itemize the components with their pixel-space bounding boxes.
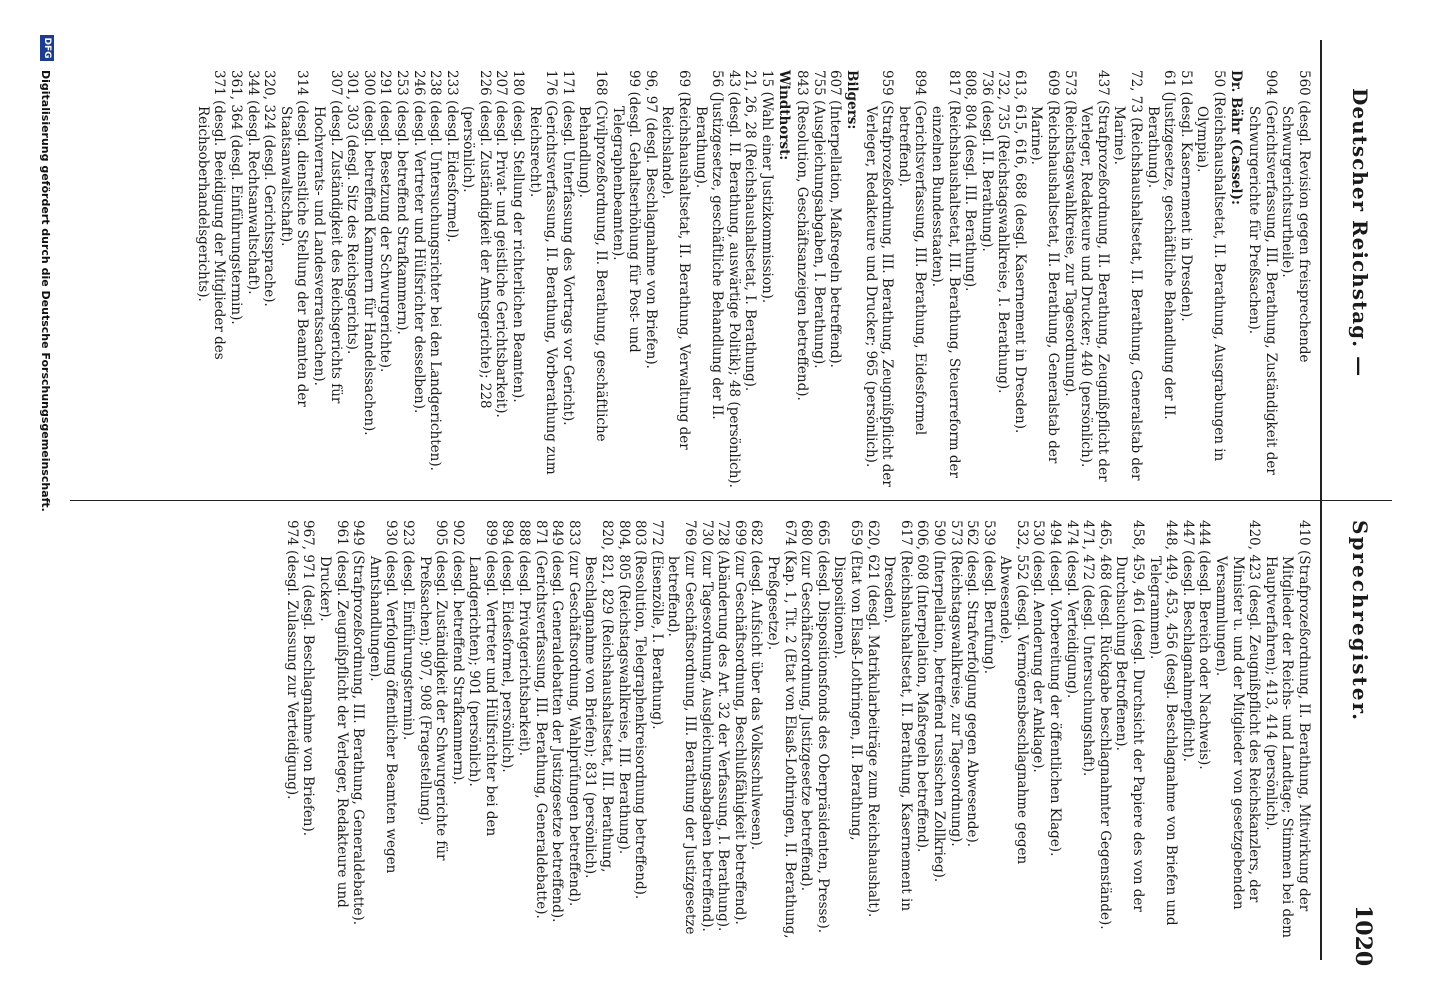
register-entry: 96, 97 (desgl. Beschlagnahme von Briefen). [642, 70, 659, 369]
register-entry: 804, 805 (Reichstagswahlkreise, III. Berathung). [615, 520, 632, 855]
register-entry: 902 (desgl. betreffend Strafkammern). [449, 520, 466, 785]
register-entry: 843 (Resolution, Geschäftsanzeigen betreffend). [794, 70, 811, 401]
register-entry: 168 (Civilprozeßordnung, II. Berathung, geschäftliche Behandlung). [576, 70, 610, 442]
register-entry: 371 (desgl. Beeidigung der Mitglieder des Reichsoberhandelsgerichts). [194, 70, 228, 360]
register-entry: 180 (desgl. Stellung der richterlichen Beamten). [510, 70, 527, 403]
register-entry: 171 (desgl. Unterfassung des Vortrags vor Gericht). [559, 70, 576, 426]
register-entry: 43 (desgl. II. Berathung, auswärtige Politik); 48 (persönlich). [725, 70, 742, 488]
register-entry: 905 (desgl. Zuständigkeit der Schwurgerichte für Preßsachen); 907, 908 (Fragestellung). [416, 520, 450, 861]
register-entry: 732, 735 (Reichstagswahlkreise, I. Berathung). [995, 70, 1012, 394]
register-entry: 674 (Kap. 1, Tit. 2 (Etat von Elsaß-Lothringen, II. Berathung, Preßgesetze). [765, 520, 798, 939]
register-entry: 606, 608 (Interpellation, Maßregeln betreffend). [914, 520, 931, 853]
register-entry: 458, 459, 461 (desgl. Durchsicht der Papiere des von der Durchsuchung Betroffenen). [1113, 520, 1147, 912]
register-entry: 803 (Resolution, Telegraphenkreisordnung betreffend). [632, 520, 649, 900]
register-entry: 930 (desgl. Verfolgung öffentlicher Beamten wegen Amtshandlungen). [366, 520, 400, 874]
dfg-logo: DFG [40, 35, 54, 61]
register-entry: 530 (desgl. Aenderung der Anklage). [1030, 520, 1047, 773]
register-entry: 99 (desgl. Gehaltserhöhung für Post- und Telegraphenbeamten). [609, 70, 643, 353]
register-entry: 923 (desgl. Einführungstermin). [399, 520, 416, 741]
register-entry: 871 (Gerichtsverfassung, III. Berathung, Generaldebatte). [532, 520, 549, 919]
register-entry: 21, 26, 28 (Reichshaushaltsetat, I. Berathung). [742, 70, 759, 392]
register-entry: 56 (Justizgesetze, geschäftliche Behandlung der II. Berathung). [692, 70, 726, 420]
register-entry: 246 (desgl. Vertreter und Hülfsrichter desselben). [410, 70, 427, 414]
right-column [283, 520, 1312, 940]
register-entry: 61 (Justizgesetze, geschäftliche Behandlung der II. Berathung). [1144, 70, 1178, 420]
register-entry: 410 (Strafprozeßordnung, II. Berathung, Mitwirkung der Mitglieder der Reichs- und Landtage; Stimmen bei dem Hauptverfahren); 413, 414 (persönlich). [1262, 520, 1312, 938]
register-entry: 617 (Reichshaushaltsetat, II. Berathung, Kasernement in Dresden). [881, 520, 914, 912]
register-entry: 15 (Wahl einer Justizkommission). [759, 70, 775, 304]
register-entry: 560 (desgl. Revision gegen freisprechende Schwurgerichtsurtheile). [1279, 70, 1312, 363]
register-entry: 833 (zur Geschäftsordnung, Wahlprüfungen betreffend). [565, 520, 582, 907]
register-entry: 967, 971 (desgl. Beschlagnahme von Briefen). [300, 520, 317, 837]
register-entry: 682 (desgl. Aufsicht über das Volksschulwesen). [748, 520, 765, 851]
register-entry: 894 (desgl. Eidesformel, persönlich). [499, 520, 516, 773]
register-entry: 620, 621 (desgl. Matrikularbeiträge zum Reichshaushalt). [864, 520, 881, 918]
register-entry: 539 (desgl. Berufung). [980, 520, 997, 675]
register-entry: 320, 324 (desgl. Gerichtssprache). [261, 70, 278, 307]
register-entry: 613, 615, 616, 688 (desgl. Kasernement in Dresden). [1011, 70, 1028, 434]
register-entry: 50 (Reichshaushaltsetat, II. Berathung, Ausgrabungen in Olympia). [1194, 70, 1228, 462]
page-number: 1020 [1350, 905, 1376, 967]
register-entry: 894 (Gerichtsverfassung, III. Berathung, Eidesformel betreffend). [895, 70, 929, 436]
register-entry: 562 (desgl. Strafverfolgung gegen Abwesende). [964, 520, 981, 848]
register-entry: 730 (zur Tagesordnung, Ausgleichungsabgaben betreffend). [698, 520, 715, 932]
register-entry: 573 (Reichstagswahlkreise, zur Tagesordnung). [947, 520, 964, 847]
register-entry: 755 (Ausgleichungsabgaben, I. Berathung). [810, 70, 827, 369]
register-entry: 904 (Gerichtsverfassung, III. Berathung, Zuständigkeit der Schwurgerichte für Preßsachen). [1246, 70, 1279, 475]
digitization-note: Digitalisierung gefördert durch die Deutsche Forschungsgemeinschaft. [39, 70, 52, 512]
column-divider [70, 500, 1392, 501]
register-entry: 665 (desgl. Dispositionsfonds des Oberpräsidenten, Presse). [814, 520, 831, 934]
register-entry: 447 (desgl. Beschlagnahmepflicht). [1179, 520, 1196, 762]
register-entry: 949 (Strafprozeßordnung, III. Berathung, Generaldebatte). [350, 520, 367, 926]
register-entry: 769 (zur Geschäftsordnung, III. Berathung der Justizgesetze betreffend). [665, 520, 699, 935]
register-entry: 808, 804 (desgl. III. Berathung). [962, 70, 979, 292]
register-entry: 238 (desgl. Untersuchungsrichter bei den Landgerichten). [427, 70, 444, 471]
speaker-heading: Dr. Bähr (Cassel): [1227, 70, 1244, 205]
register-entry: 51 (desgl. Kasernement in Dresden). [1177, 70, 1194, 322]
register-entry: 899 (desgl. Vertreter und Hülfsrichter bei den Landgerichten); 901 (persönlich). [466, 520, 499, 837]
speaker-heading: Windthorst: [775, 70, 792, 161]
register-entry: 474 (desgl. Verteidigung). [1063, 520, 1080, 699]
register-entry: 307 (desgl. Zuständigkeit des Reichsgerichts für Hochverrats- und Landesverratssachen). [310, 70, 344, 404]
register-entry: 849 (desgl. Generaldebatten der Justizgesetze betreffend). [549, 520, 566, 923]
register-entry: 607 (Interpellation, Maßregeln betreffend). [827, 70, 844, 368]
register-entry: 72, 73 (Reichshaushaltsetat, II. Berathung, Generalstab der Marine). [1111, 70, 1145, 481]
register-entry: 448, 449, 453, 456 (desgl. Beschlagnahme von Briefen und Telegrammen). [1146, 520, 1180, 926]
register-entry: 344 (desgl. Rechtsanwaltschaft). [244, 70, 261, 295]
register-entry: 573 (Reichstagswahlkreise, zur Tagesordnung). [1061, 70, 1078, 397]
register-entry: 291 (desgl. Besetzung der Schwurgerichte). [377, 70, 394, 373]
register-entry: 69 (Reichshaushaltsetat, II. Berathung, Verwaltung der Reichslande). [659, 70, 693, 450]
register-entry: 699 (zur Geschäftsordnung, Beschlußfähigkeit betreffend). [731, 520, 748, 925]
register-entry: 736 (desgl. II. Berathung). [978, 70, 995, 252]
register-entry: 820, 821, 829 (Reichshaushaltsetat, III. Berathung, Beschlagnahme von Briefen); 831 (persönlich). [582, 520, 616, 879]
register-entry: 817 (Reichshaushaltsetat, III. Berathung, Steuerreform der einzelnen Bundesstaaten). [928, 70, 962, 478]
running-title-right: Sprechregister. [1348, 520, 1372, 723]
speaker-heading: Bilgers: [843, 70, 860, 130]
register-entry: 437 (Strafprozeßordnung, II. Berathung, Zeugnißpflicht der Verleger, Redakteure und Drucker; 440 (persönlich). [1078, 70, 1111, 482]
register-entry: 728 (Abänderung des Art. 32 der Verfassung, I. Berathung). [715, 520, 732, 932]
register-entry: 314 (desgl. dienstliche Stellung der Beamten der Staatsanwaltschaft). [277, 70, 311, 407]
register-entry: 176 (Gerichtsverfassung, II. Berathung, Vorberathung zum Reichsrecht). [526, 70, 560, 475]
register-entry: 609 (Reichshaushaltsetat, II. Berathung, Generalstab der Marine). [1028, 70, 1062, 464]
register-entry: 471, 472 (desgl. Untersuchungshaft). [1080, 520, 1097, 777]
running-title-left: Deutscher Reichstag. — [1348, 88, 1372, 378]
register-entry: 590 (Interpellation, betreffend russischen Zollkrieg). [930, 520, 947, 883]
register-entry: 659 (Etat von Elsaß-Lothringen, II. Berathung, Dispositionen). [831, 520, 864, 841]
register-entry: 300 (desgl. betreffend Kammern für Handelssachen). [360, 70, 377, 436]
register-entry: 420, 423 (desgl. Zeugnißpflicht des Reichskanzlers, der Minister u. und der Mitglieder von gesetzgebenden Versammlungen). [1213, 520, 1263, 910]
register-entry: 680 (zur Geschäftsordnung, Justizgesetze betreffend). [798, 520, 815, 891]
register-entry: 494 (desgl. Vorbereitung der öffentlichen Klage). [1047, 520, 1064, 857]
register-entry: 959 (Strafprozeßordnung, III. Berathung, Zeugnißpflicht der Verleger, Redakteure und Drucker; 965 (persönlich). [862, 70, 896, 487]
register-entry: 301, 303 (desgl. Sitz des Reichsgerichts). [344, 70, 361, 355]
register-entry: 465, 468 (desgl. Rückgabe beschlagnahmter Gegenstände). [1096, 520, 1113, 930]
register-entry: 444 (desgl. Bereich oder Nachweis). [1196, 520, 1213, 770]
left-column [194, 70, 1312, 490]
register-entry: 532, 552 (desgl. Vermögensbeschlagnahme gegen Abwesende). [997, 520, 1030, 865]
register-entry: 961 (desgl. Zeugnißpflicht der Verleger, Redakteure und Drucker). [316, 520, 350, 908]
register-entry: 207 (desgl. Privat- und geistliche Gerichtsbarkeit). [493, 70, 510, 418]
register-entry: 226 (desgl. Zuständigkeit der Amtsgerichte); 228 (persönlich). [460, 70, 493, 409]
register-entry: 772 (Eisenzölle, I. Berathung). [648, 520, 665, 730]
register-entry: 888 (desgl. Privatgerichtsbarkeit). [516, 520, 533, 757]
register-entry: 974 (desgl. Zulassung zur Verteidigung). [283, 520, 300, 800]
register-entry: 361, 364 (desgl. Einführungstermin). [228, 70, 244, 325]
register-entry: 253 (desgl. betreffend Strafkammern). [393, 70, 410, 335]
register-entry: 233 (desgl. Eidesformel). [443, 70, 460, 243]
